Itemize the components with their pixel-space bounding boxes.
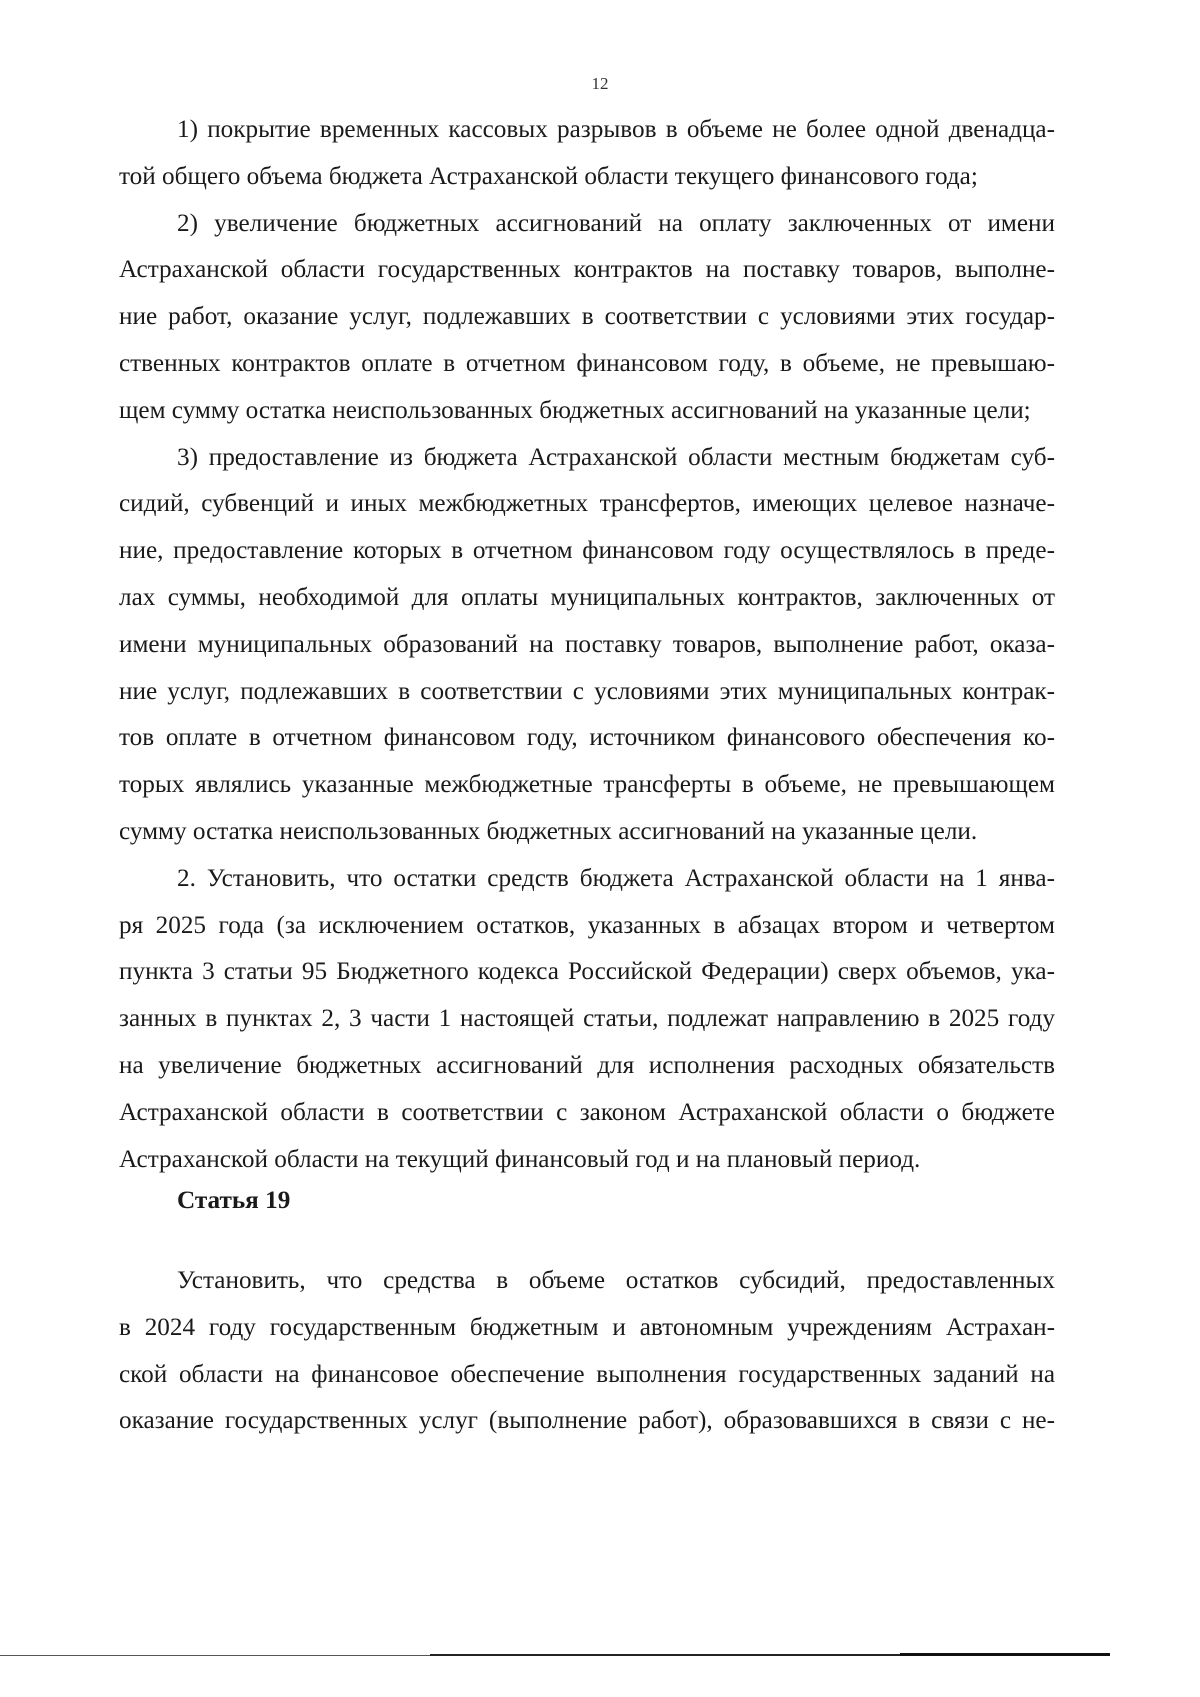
- text-line: 1) покрытие временных кассовых разрывов в объеме не более одной двенадца-: [177, 116, 1055, 143]
- text-line: ние, предоставление которых в отчетном финансовом году осуществлялось в преде-: [119, 537, 1055, 565]
- page-number: 12: [591, 74, 609, 93]
- text-line: торых являлись указанные межбюджетные трансферты в объеме, не превышающем: [119, 771, 1055, 799]
- article-18-part-text: [119, 107, 1055, 1183]
- text-line: 2) увеличение бюджетных ассигнований на оплату заключенных от имени: [177, 209, 1055, 237]
- text-line: оказание государственных услуг (выполнение работ), образовавшихся в связи с не-: [119, 1407, 1055, 1435]
- text-line: 2. Установить, что остатки средств бюджета Астраханской области на 1 янва-: [177, 864, 1055, 892]
- article-heading: Статья 19: [177, 1187, 291, 1214]
- text-line: ние работ, оказание услуг, подлежавших в соответствии с условиями этих государ-: [119, 303, 1055, 331]
- text-line: тов оплате в отчетном финансовом году, источником финансового обеспечения ко-: [119, 724, 1055, 752]
- text-line: Астраханской области в соответствии с законом Астраханской области о бюджете: [119, 1098, 1055, 1126]
- text-line: Астраханской области государственных контрактов на поставку товаров, выполне-: [119, 256, 1055, 284]
- text-line: 3) предоставление из бюджета Астраханской области местным бюджетам суб-: [177, 443, 1055, 471]
- text-line: ря 2025 года (за исключением остатков, указанных в абзацах втором и четвертом: [119, 911, 1055, 939]
- scan-edge-line: [430, 1654, 900, 1656]
- text-line: Установить, что средства в объеме остатков субсидий, предоставленных: [177, 1267, 1055, 1294]
- text-line: лах суммы, необходимой для оплаты муниципальных контрактов, заключенных от: [119, 583, 1055, 611]
- text-line: сидий, субвенций и иных межбюджетных трансфертов, имеющих целевое назначе-: [119, 490, 1055, 518]
- text-line: Астраханской области на текущий финансовый год и на плановый период.: [119, 1145, 921, 1173]
- scan-edge-line: [0, 1655, 430, 1656]
- text-line: имени муниципальных образований на поставку товаров, выполнение работ, оказа-: [119, 630, 1055, 658]
- text-line: щем сумму остатка неиспользованных бюджетных ассигнований на указанные цели;: [119, 396, 1031, 424]
- text-line: той общего объема бюджета Астраханской области текущего финансового года;: [119, 162, 978, 190]
- article-19-text: [119, 1258, 1055, 1445]
- text-line: ской области на финансовое обеспечение выполнения государственных заданий на: [119, 1360, 1055, 1388]
- text-line: ственных контрактов оплате в отчетном финансовом году, в объеме, не превышаю-: [119, 349, 1055, 377]
- text-line: ние услуг, подлежавших в соответствии с условиями этих муниципальных контрак-: [119, 677, 1055, 705]
- scan-edge-line: [900, 1653, 1110, 1656]
- text-line: в 2024 году государственным бюджетным и автономным учреждениям Астрахан-: [119, 1313, 1055, 1341]
- text-line: пункта 3 статьи 95 Бюджетного кодекса Российской Федерации) сверх объемов, ука-: [119, 958, 1055, 986]
- text-line: на увеличение бюджетных ассигнований для исполнения расходных обязательств: [119, 1051, 1055, 1079]
- text-line: сумму остатка неиспользованных бюджетных ассигнований на указанные цели.: [119, 817, 978, 845]
- text-line: занных в пунктах 2, 3 части 1 настоящей статьи, подлежат направлению в 2025 году: [119, 1005, 1055, 1033]
